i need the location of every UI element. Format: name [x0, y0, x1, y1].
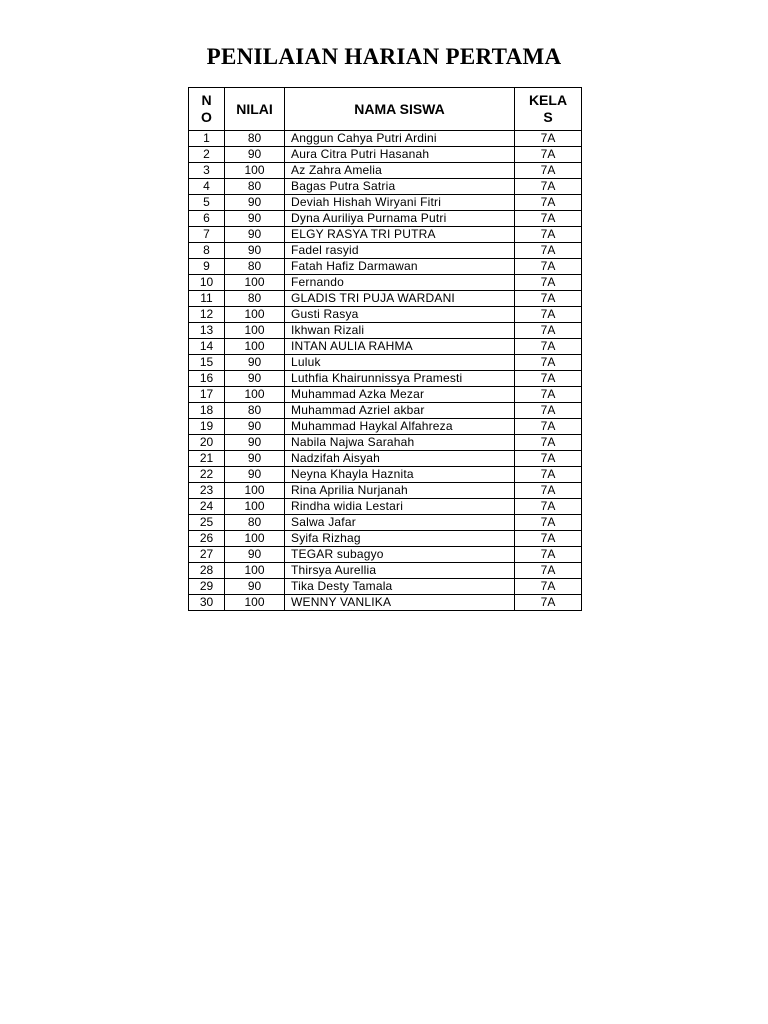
- cell-no: 25: [189, 515, 225, 531]
- cell-nama-siswa: Fatah Hafiz Darmawan: [285, 259, 515, 275]
- cell-kelas: 7A: [515, 387, 582, 403]
- cell-nama-siswa: Gusti Rasya: [285, 307, 515, 323]
- cell-no: 17: [189, 387, 225, 403]
- cell-no: 30: [189, 595, 225, 611]
- cell-nilai: 80: [225, 179, 285, 195]
- cell-no: 29: [189, 579, 225, 595]
- cell-nama-siswa: Neyna Khayla Haznita: [285, 467, 515, 483]
- cell-nama-siswa: Luluk: [285, 355, 515, 371]
- cell-no: 6: [189, 211, 225, 227]
- table-row: [189, 435, 582, 451]
- cell-no: 14: [189, 339, 225, 355]
- cell-nama-siswa: Fadel rasyid: [285, 243, 515, 259]
- cell-kelas: 7A: [515, 227, 582, 243]
- cell-nama-siswa: Nadzifah Aisyah: [285, 451, 515, 467]
- cell-kelas: 7A: [515, 435, 582, 451]
- cell-kelas: 7A: [515, 323, 582, 339]
- table-row: [189, 579, 582, 595]
- cell-no: 1: [189, 131, 225, 147]
- cell-no: 5: [189, 195, 225, 211]
- cell-nama-siswa: Aura Citra Putri Hasanah: [285, 147, 515, 163]
- header-kelas-label: KELAS: [528, 92, 568, 125]
- table-row: [189, 419, 582, 435]
- table-row: [189, 499, 582, 515]
- cell-no: 11: [189, 291, 225, 307]
- cell-kelas: 7A: [515, 291, 582, 307]
- cell-nama-siswa: Az Zahra Amelia: [285, 163, 515, 179]
- cell-nilai: 80: [225, 515, 285, 531]
- cell-kelas: 7A: [515, 259, 582, 275]
- cell-nilai: 100: [225, 499, 285, 515]
- cell-kelas: 7A: [515, 179, 582, 195]
- cell-nilai: 100: [225, 531, 285, 547]
- cell-nilai: 90: [225, 547, 285, 563]
- cell-nilai: 80: [225, 403, 285, 419]
- table-row: [189, 179, 582, 195]
- cell-nama-siswa: WENNY VANLIKA: [285, 595, 515, 611]
- header-no: [189, 88, 225, 131]
- table-row: [189, 227, 582, 243]
- cell-nilai: 100: [225, 275, 285, 291]
- header-kelas: [515, 88, 582, 131]
- cell-nama-siswa: Bagas Putra Satria: [285, 179, 515, 195]
- cell-no: 18: [189, 403, 225, 419]
- cell-nilai: 90: [225, 435, 285, 451]
- cell-kelas: 7A: [515, 339, 582, 355]
- table-row: [189, 243, 582, 259]
- cell-nama-siswa: Muhammad Azriel akbar: [285, 403, 515, 419]
- cell-nilai: 80: [225, 291, 285, 307]
- cell-nilai: 100: [225, 387, 285, 403]
- cell-kelas: 7A: [515, 211, 582, 227]
- cell-no: 16: [189, 371, 225, 387]
- cell-no: 24: [189, 499, 225, 515]
- header-row: [189, 88, 582, 131]
- cell-nilai: 90: [225, 467, 285, 483]
- table-row: [189, 371, 582, 387]
- cell-nama-siswa: Luthfia Khairunnissya Pramesti: [285, 371, 515, 387]
- cell-no: 21: [189, 451, 225, 467]
- cell-nama-siswa: ELGY RASYA TRI PUTRA: [285, 227, 515, 243]
- table-row: [189, 403, 582, 419]
- table-row: [189, 131, 582, 147]
- table-row: [189, 307, 582, 323]
- table-row: [189, 211, 582, 227]
- cell-nama-siswa: Rindha widia Lestari: [285, 499, 515, 515]
- table-row: [189, 515, 582, 531]
- cell-kelas: 7A: [515, 579, 582, 595]
- cell-no: 27: [189, 547, 225, 563]
- cell-nilai: 90: [225, 243, 285, 259]
- cell-nama-siswa: Deviah Hishah Wiryani Fitri: [285, 195, 515, 211]
- cell-kelas: 7A: [515, 131, 582, 147]
- page-title: PENILAIAN HARIAN PERTAMA: [206, 44, 562, 69]
- cell-nilai: 100: [225, 323, 285, 339]
- table-row: [189, 451, 582, 467]
- cell-nilai: 90: [225, 211, 285, 227]
- cell-no: 19: [189, 419, 225, 435]
- cell-no: 13: [189, 323, 225, 339]
- cell-kelas: 7A: [515, 563, 582, 579]
- cell-nilai: 90: [225, 371, 285, 387]
- cell-nama-siswa: Nabila Najwa Sarahah: [285, 435, 515, 451]
- cell-nilai: 90: [225, 147, 285, 163]
- table-header: [189, 88, 582, 131]
- cell-kelas: 7A: [515, 403, 582, 419]
- table-row: [189, 355, 582, 371]
- cell-kelas: 7A: [515, 147, 582, 163]
- table-row: [189, 147, 582, 163]
- table-row: [189, 323, 582, 339]
- cell-nilai: 100: [225, 483, 285, 499]
- cell-kelas: 7A: [515, 419, 582, 435]
- cell-nama-siswa: Anggun Cahya Putri Ardini: [285, 131, 515, 147]
- cell-kelas: 7A: [515, 371, 582, 387]
- cell-kelas: 7A: [515, 595, 582, 611]
- table-row: [189, 531, 582, 547]
- cell-nama-siswa: Salwa Jafar: [285, 515, 515, 531]
- cell-nama-siswa: Muhammad Haykal Alfahreza: [285, 419, 515, 435]
- cell-kelas: 7A: [515, 547, 582, 563]
- cell-no: 23: [189, 483, 225, 499]
- cell-no: 10: [189, 275, 225, 291]
- cell-nama-siswa: Thirsya Aurellia: [285, 563, 515, 579]
- header-nama-siswa: NAMA SISWA: [285, 88, 515, 131]
- cell-kelas: 7A: [515, 307, 582, 323]
- cell-kelas: 7A: [515, 467, 582, 483]
- table-row: [189, 163, 582, 179]
- cell-no: 7: [189, 227, 225, 243]
- cell-no: 12: [189, 307, 225, 323]
- cell-nama-siswa: Muhammad Azka Mezar: [285, 387, 515, 403]
- cell-kelas: 7A: [515, 275, 582, 291]
- cell-no: 22: [189, 467, 225, 483]
- cell-no: 8: [189, 243, 225, 259]
- cell-no: 9: [189, 259, 225, 275]
- table-row: [189, 563, 582, 579]
- cell-nama-siswa: GLADIS TRI PUJA WARDANI: [285, 291, 515, 307]
- table-row: [189, 339, 582, 355]
- header-nilai: NILAI: [225, 88, 285, 131]
- cell-nilai: 80: [225, 259, 285, 275]
- cell-nilai: 90: [225, 579, 285, 595]
- cell-kelas: 7A: [515, 243, 582, 259]
- table-row: [189, 595, 582, 611]
- cell-kelas: 7A: [515, 531, 582, 547]
- cell-kelas: 7A: [515, 515, 582, 531]
- cell-nama-siswa: Tika Desty Tamala: [285, 579, 515, 595]
- table-row: [189, 275, 582, 291]
- cell-kelas: 7A: [515, 355, 582, 371]
- table-body: [189, 131, 582, 611]
- cell-no: 4: [189, 179, 225, 195]
- cell-no: 26: [189, 531, 225, 547]
- cell-nilai: 90: [225, 419, 285, 435]
- cell-nilai: 100: [225, 563, 285, 579]
- cell-nilai: 90: [225, 451, 285, 467]
- cell-kelas: 7A: [515, 163, 582, 179]
- table-row: [189, 483, 582, 499]
- table-row: [189, 259, 582, 275]
- table-row: [189, 467, 582, 483]
- cell-nilai: 100: [225, 595, 285, 611]
- cell-nama-siswa: TEGAR subagyo: [285, 547, 515, 563]
- cell-nama-siswa: Ikhwan Rizali: [285, 323, 515, 339]
- cell-nama-siswa: Rina Aprilia Nurjanah: [285, 483, 515, 499]
- cell-nilai: 100: [225, 339, 285, 355]
- table-row: [189, 291, 582, 307]
- cell-kelas: 7A: [515, 195, 582, 211]
- cell-nilai: 80: [225, 131, 285, 147]
- cell-kelas: 7A: [515, 451, 582, 467]
- cell-no: 3: [189, 163, 225, 179]
- cell-no: 20: [189, 435, 225, 451]
- cell-nama-siswa: Dyna Auriliya Purnama Putri: [285, 211, 515, 227]
- cell-nama-siswa: Fernando: [285, 275, 515, 291]
- cell-kelas: 7A: [515, 483, 582, 499]
- table-row: [189, 547, 582, 563]
- cell-nama-siswa: INTAN AULIA RAHMA: [285, 339, 515, 355]
- cell-no: 28: [189, 563, 225, 579]
- cell-nilai: 100: [225, 307, 285, 323]
- cell-no: 15: [189, 355, 225, 371]
- grades-table: [188, 87, 582, 611]
- header-no-label: NO: [201, 92, 212, 125]
- cell-kelas: 7A: [515, 499, 582, 515]
- cell-no: 2: [189, 147, 225, 163]
- table-row: [189, 195, 582, 211]
- table-row: [189, 387, 582, 403]
- cell-nama-siswa: Syifa Rizhag: [285, 531, 515, 547]
- cell-nilai: 90: [225, 195, 285, 211]
- cell-nilai: 90: [225, 355, 285, 371]
- cell-nilai: 100: [225, 163, 285, 179]
- cell-nilai: 90: [225, 227, 285, 243]
